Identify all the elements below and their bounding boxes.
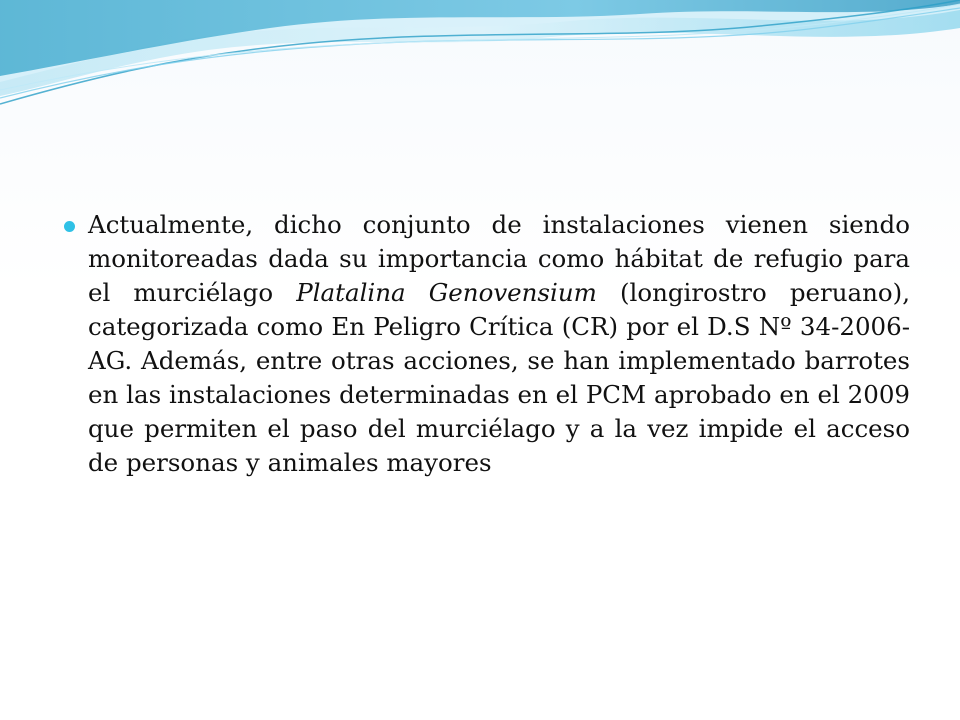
bullet-item [64,208,910,480]
bullet-icon [64,221,75,232]
header-wave-decoration [0,0,960,140]
bullet-paragraph [88,208,910,480]
paragraph-text-end: (longirostro peruano), categorizada como En Peligro Crítica (CR) por el D.S Nº 34-2006-AG. Además, entre otras acciones, se han implementado barrotes en las instalaciones determinadas en el PCM aprobado en el 2009 que permiten el paso del murciélago y a la vez impide el acceso de personas y animales mayores [88,278,910,477]
slide-body [64,208,910,480]
species-name-italic: Platalina Genovensium [296,278,597,307]
paragraph-text-start: Actualmente, dicho conjunto de instalaciones vienen siendo monitoreadas dada su importancia como hábitat de refugio para el murciélago [88,210,910,307]
